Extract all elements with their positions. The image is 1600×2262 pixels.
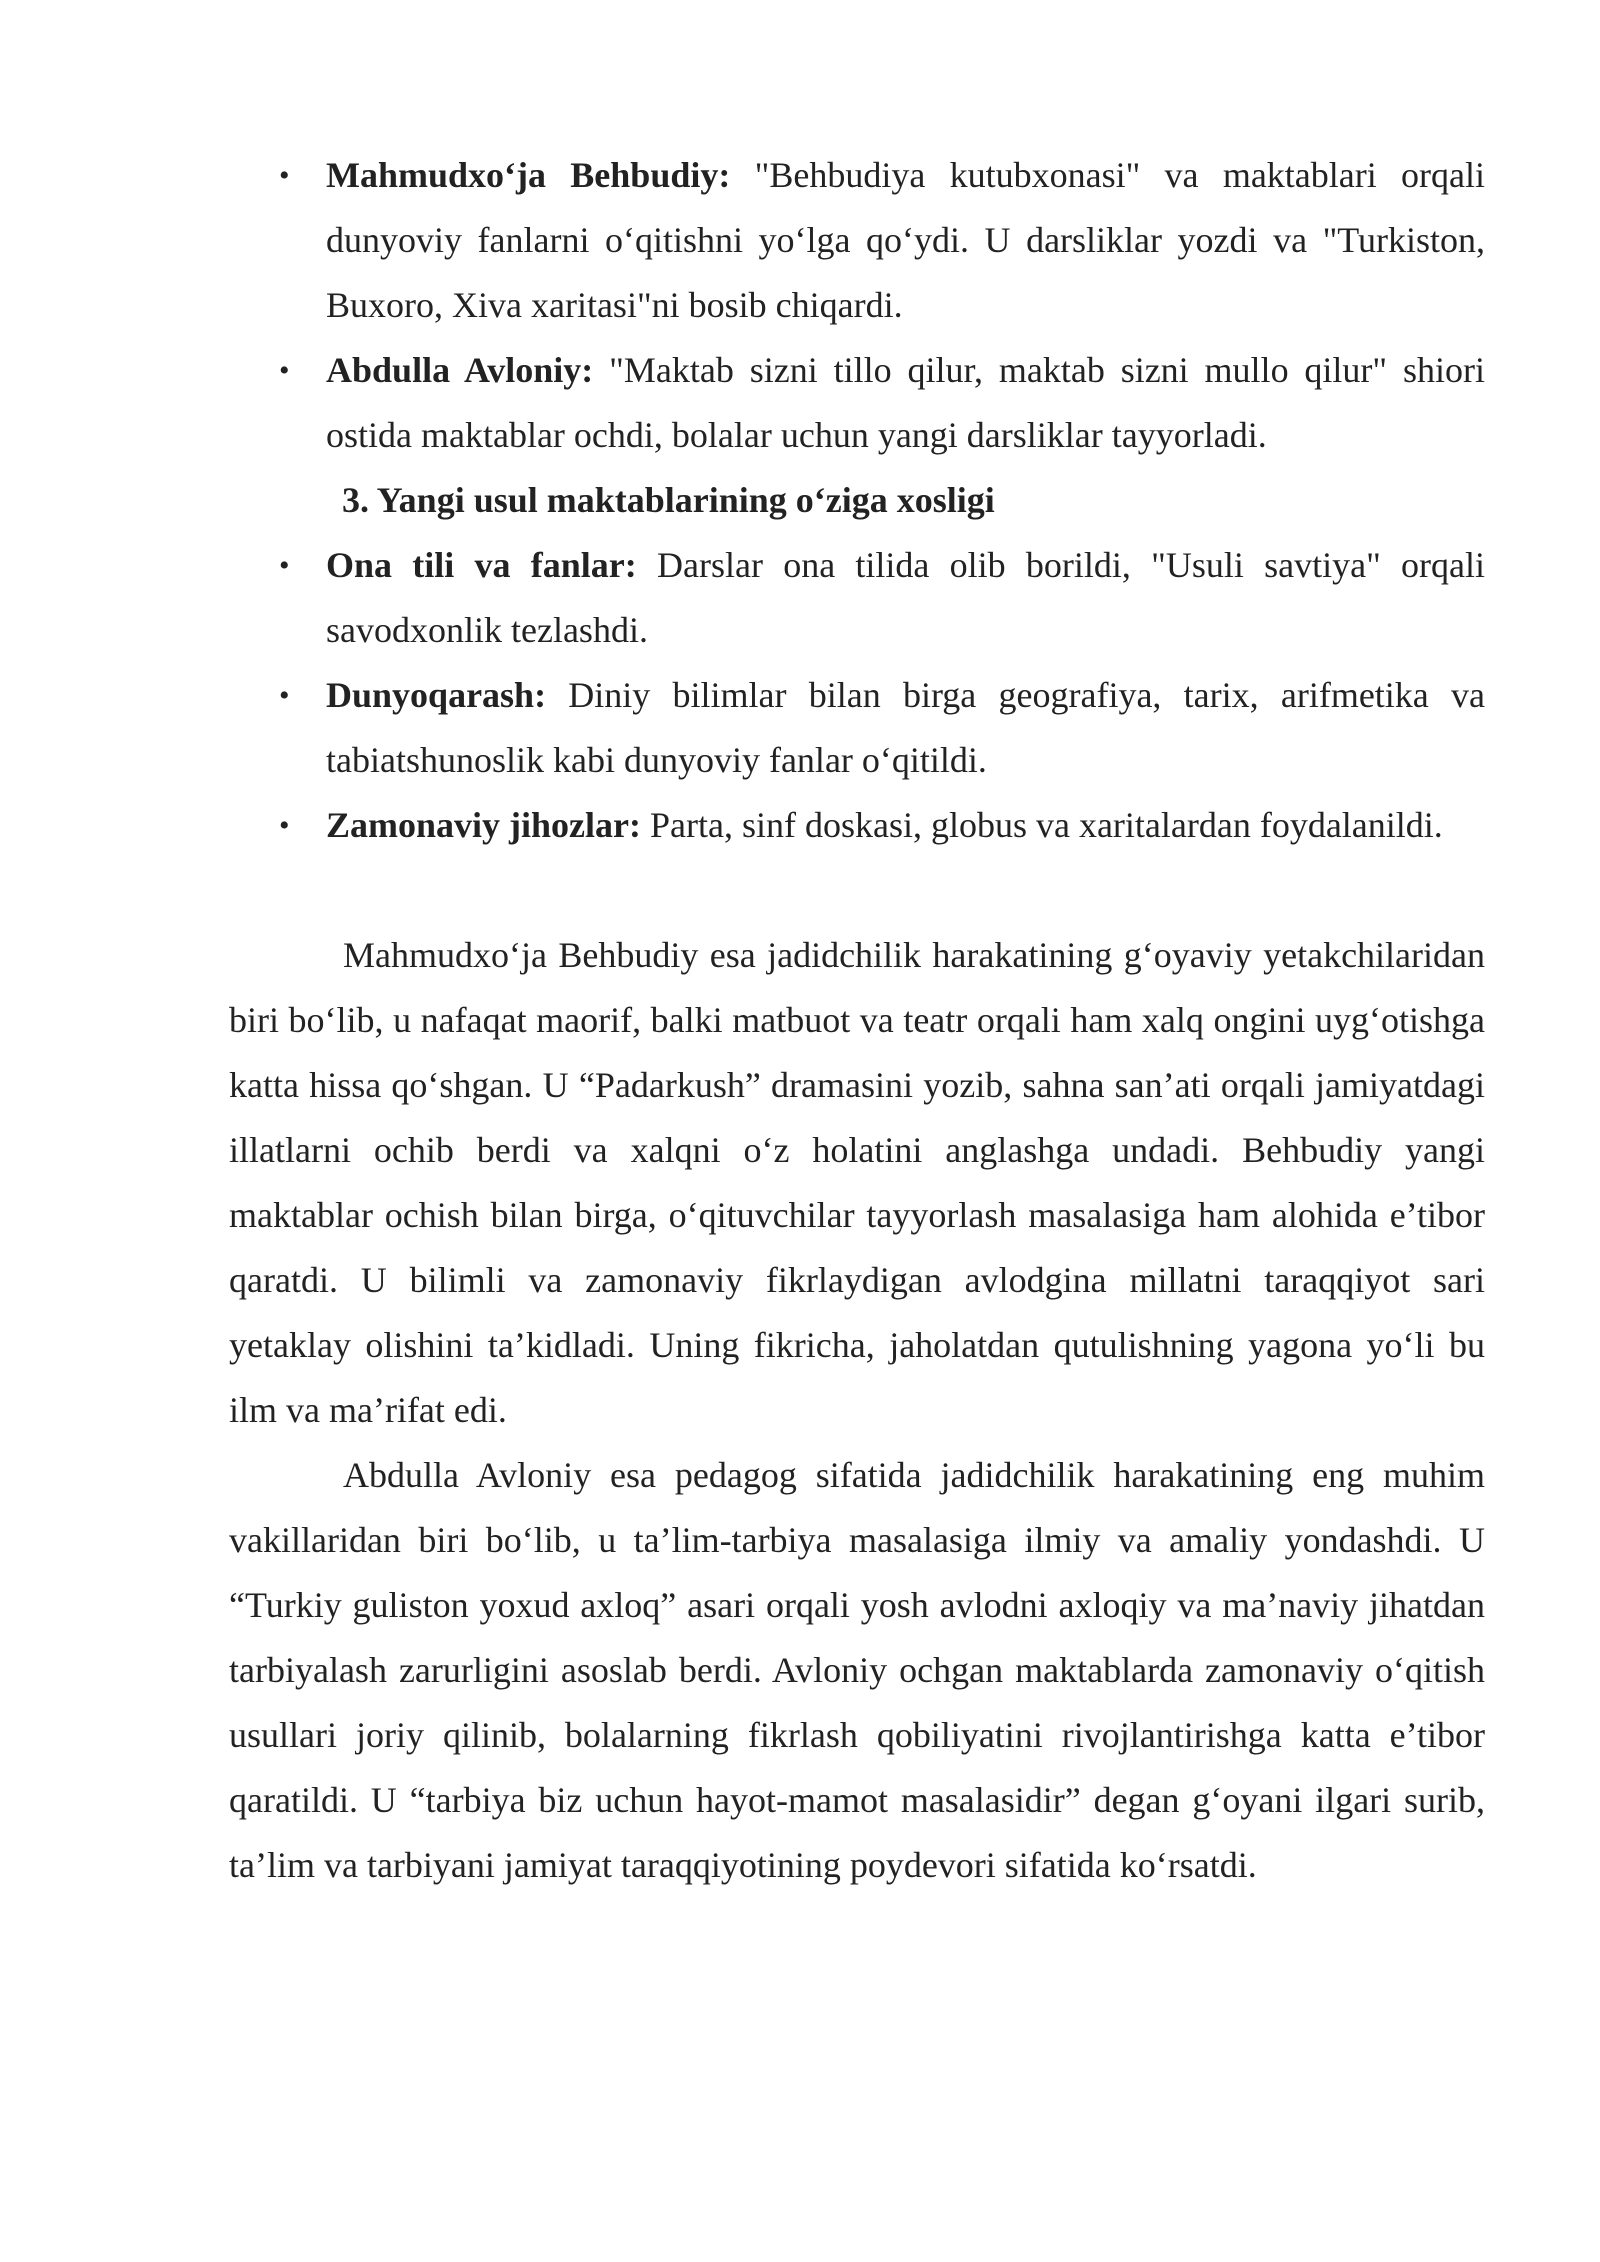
bullet-text: "Behbudiya kutubxonasi" va maktablari orqali dunyoviy fanlarni o‘qitishni yo‘lga qo‘ydi. U darsliklar yozdi va "Turkiston, Buxoro, Xiva xaritasi"ni bosib chiqardi. — [326, 155, 1485, 325]
bullet-lead: Mahmudxo‘ja Behbudiy: — [326, 155, 731, 195]
list-item — [229, 663, 1485, 793]
paragraph-avloniy: Abdulla Avloniy esa pedagog sifatida jadidchilik harakatining eng muhim vakillaridan biri bo‘lib, u ta’lim-tarbiya masalasiga ilmiy va amaliy yondashdi. U “Turkiy guliston yoxud axloq” asari orqali yosh avlodni axloqiy va ma’naviy jihatdan tarbiyalash zarurligini asoslab berdi. Avloniy ochgan maktablarda zamonaviy o‘qitish usullari joriy qilinib, bolalarning fikrlash qobiliyatini rivojlantirishga katta e’tibor qaratildi. U “tarbiya biz uchun hayot-mamot masalasidir” degan g‘oyani ilgari surib, ta’lim va tarbiyani jamiyat taraqqiyotining poydevori sifatida ko‘rsatdi. — [229, 1455, 1485, 1885]
list-item — [229, 533, 1485, 663]
spacer — [229, 858, 1485, 923]
list-item — [229, 793, 1485, 858]
reformers-list — [229, 143, 1485, 468]
list-item — [229, 338, 1485, 468]
bullet-lead: Zamonaviy jihozlar: — [326, 805, 641, 845]
bullet-lead: Ona tili va fanlar: — [326, 545, 637, 585]
bullet-text: Diniy bilimlar bilan birga geografiya, tarix, arifmetika va tabiatshunoslik kabi dunyoviy fanlar o‘qitildi. — [326, 675, 1485, 780]
features-list — [229, 533, 1485, 858]
bullet-text: Parta, sinf doskasi, globus va xaritalardan foydalanildi. — [640, 805, 1443, 845]
list-item — [229, 143, 1485, 338]
bullet-lead: Abdulla Avloniy: — [326, 350, 594, 390]
page-content — [229, 143, 1485, 1898]
bullet-text: Darslar ona tilida olib borildi, "Usuli savtiya" orqali savodxonlik tezlashdi. — [326, 545, 1485, 650]
bullet-lead: Dunyoqarash: — [326, 675, 547, 715]
paragraph-behbudiy: Mahmudxo‘ja Behbudiy esa jadidchilik harakatining g‘oyaviy yetakchilaridan biri bo‘lib, u nafaqat maorif, balki matbuot va teatr orqali ham xalq ongini uyg‘otishga katta hissa qo‘shgan. U “Padarkush” dramasini yozib, sahna san’ati orqali jamiyatdagi illatlarni ochib berdi va xalqni o‘z holatini anglashga undadi. Behbudiy yangi maktablar ochish bilan birga, o‘qituvchilar tayyorlash masalasiga ham alohida e’tibor qaratdi. U bilimli va zamonaviy fikrlaydigan avlodgina millatni taraqqiyot sari yetaklay olishini ta’kidladi. Uning fikricha, jaholatdan qutulishning yagona yo‘li bu ilm va ma’rifat edi. — [229, 935, 1485, 1430]
bullet-text: "Maktab sizni tillo qilur, maktab sizni mullo qilur" shiori ostida maktablar ochdi, bolalar uchun yangi darsliklar tayyorladi. — [326, 350, 1485, 455]
section-heading: 3. Yangi usul maktablarining o‘ziga xosligi — [342, 480, 995, 520]
